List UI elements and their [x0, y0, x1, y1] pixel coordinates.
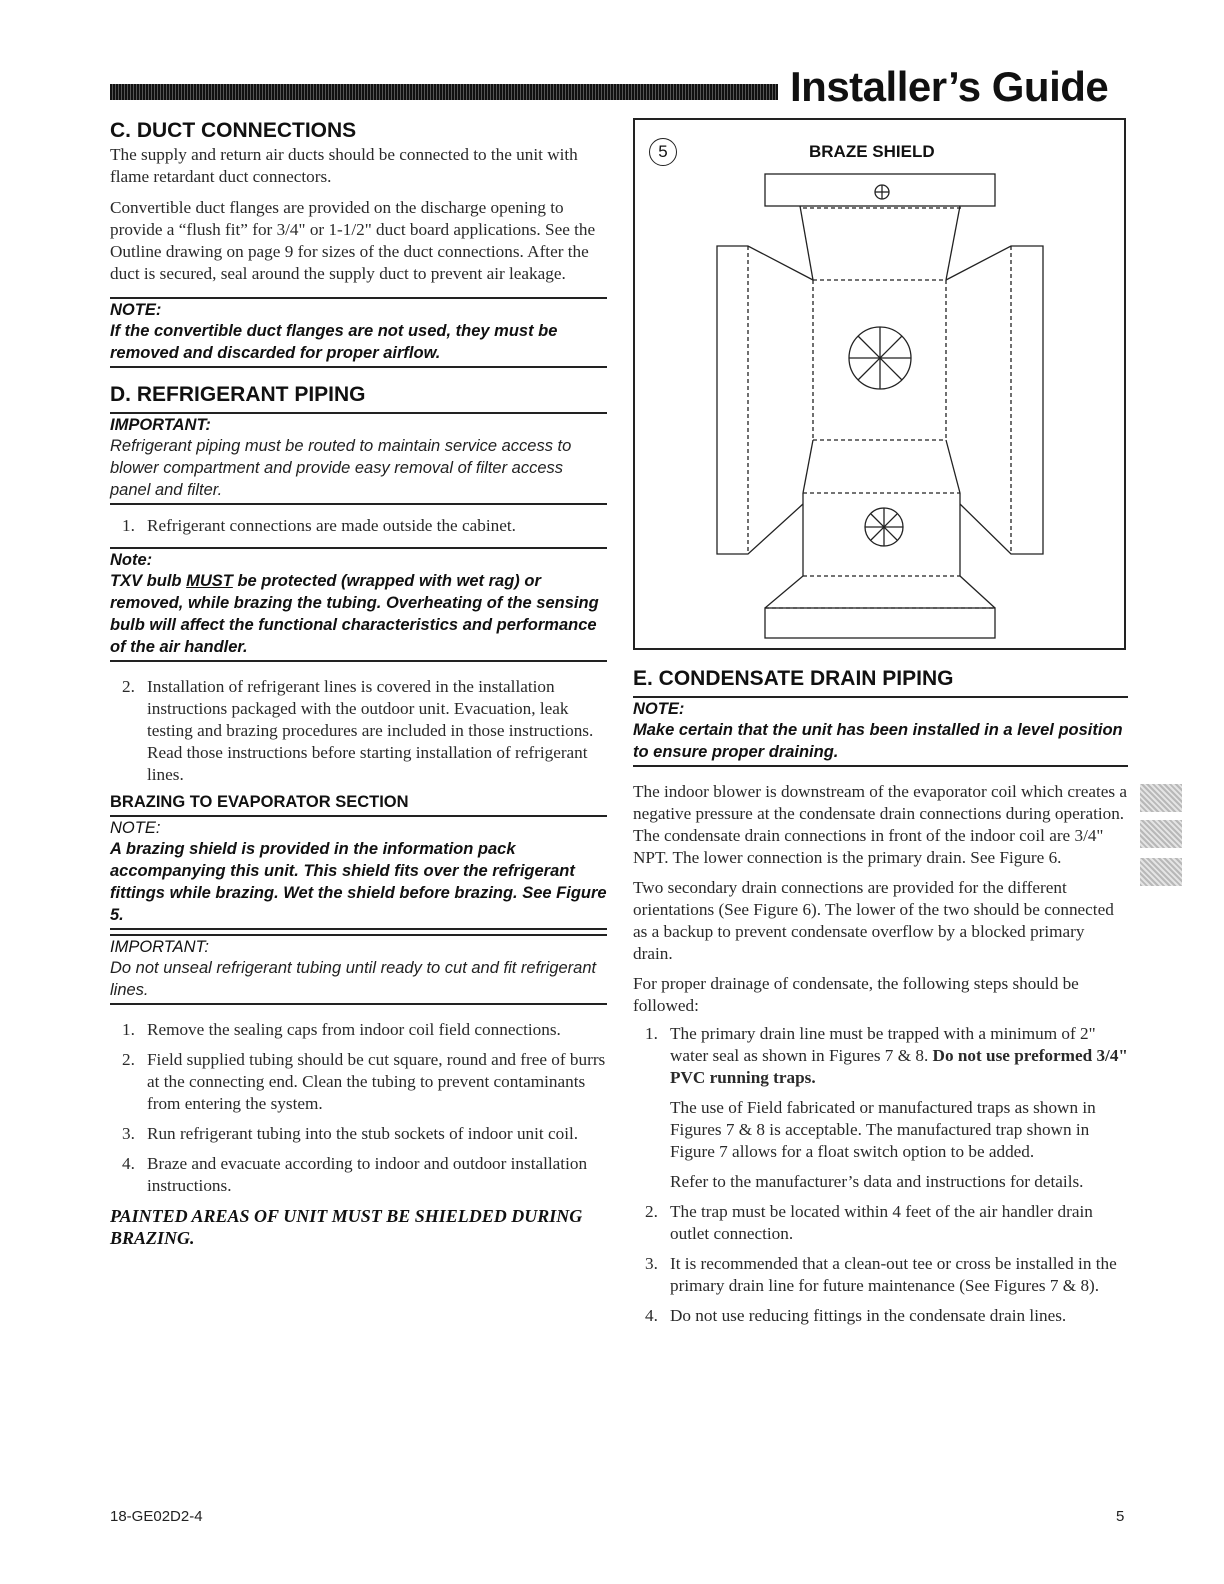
- figure-title: BRAZE SHIELD: [809, 142, 935, 161]
- side-tab-2: [1140, 820, 1182, 848]
- duct-note-label: NOTE:: [110, 301, 162, 319]
- page-number: 5: [1116, 1508, 1125, 1525]
- condensate-heading: E. CONDENSATE DRAIN PIPING: [633, 667, 954, 690]
- brazing-steps: [110, 1019, 607, 1197]
- left-column: [110, 118, 607, 1249]
- list-item: 4. Braze and evacuate according to indoor and outdoor installation instructions.: [122, 1154, 588, 1195]
- condensate-note: [633, 696, 1128, 767]
- side-tab-3: [1140, 858, 1182, 886]
- list-item: 3. It is recommended that a clean-out tee or cross be installed in the primary drain line for future maintenance (See Figures 7 & 8).: [645, 1254, 1117, 1295]
- list-item: 2. Installation of refrigerant lines is covered in the installation instructions packaged with the outdoor unit. Evacuation, leak testing and brazing procedures are included in those instructions. Read those instructions before starting installation of refrigerant lines.: [122, 677, 594, 784]
- brazing-note-text: A brazing shield is provided in the information pack accompanying this unit. This shield fits over the refrigerant fittings while brazing. Wet the shield before brazing. See Figure 5.: [110, 840, 607, 924]
- brazing-important-text: Do not unseal refrigerant tubing until ready to cut and fit refrigerant lines.: [110, 959, 597, 999]
- figure-number: 5: [649, 138, 677, 166]
- condensate-note-text: Make certain that the unit has been installed in a level position to ensure proper draining.: [633, 721, 1123, 761]
- braze-shield-drawing: [635, 120, 1124, 648]
- top-flap: [765, 174, 995, 206]
- txv-note-label: Note:: [110, 551, 153, 569]
- condensate-paragraph-2: Two secondary drain connections are provided for the different orientations (See Figure 6). The lower of the two should be connected as a backup to prevent condensate overflow by a blocked primary drain.: [633, 878, 1114, 963]
- header-rule: [110, 84, 778, 100]
- txv-note: [110, 547, 607, 662]
- duct-paragraph-2: Convertible duct flanges are provided on the discharge opening to provide a “flush fit” for 3/4" or 1-1/2" duct board applications. See the Outline drawing on page 9 for sizes of the duct connections. After the duct is secured, seal around the supply duct to prevent air leakage.: [110, 198, 596, 283]
- side-tab-1: [1140, 784, 1182, 812]
- condensate-note-label: NOTE:: [633, 700, 685, 718]
- refrig-list-1: [110, 515, 607, 537]
- list-item: 2. The trap must be located within 4 feet of the air handler drain outlet connection.: [645, 1202, 1093, 1243]
- duct-note: [110, 297, 607, 368]
- brazing-note-label: NOTE:: [110, 819, 161, 837]
- list-item: 2. Field supplied tubing should be cut square, round and free of burrs at the connecting end. Clean the tubing to prevent contaminants from entering the system.: [122, 1050, 606, 1113]
- txv-note-text: TXV bulb MUST be protected (wrapped with wet rag) or removed, while brazing the tubing. Overheating of the sensing bulb will affect the functional characteristics and performance of the air handler.: [110, 572, 599, 656]
- condensate-paragraph-3: For proper drainage of condensate, the following steps should be followed:: [633, 974, 1079, 1015]
- brazing-important: [110, 934, 607, 1005]
- brazing-warning: PAINTED AREAS OF UNIT MUST BE SHIELDED DURING BRAZING.: [110, 1206, 583, 1248]
- condensate-steps: [633, 1023, 1128, 1327]
- duct-note-text: If the convertible duct flanges are not used, they must be removed and discarded for proper airflow.: [110, 322, 558, 362]
- list-item: 1. Refrigerant connections are made outside the cabinet.: [122, 516, 516, 535]
- brazing-note: [110, 815, 607, 930]
- brazing-subheading: BRAZING TO EVAPORATOR SECTION: [110, 793, 409, 811]
- list-item: 4. Do not use reducing fittings in the condensate drain lines.: [645, 1306, 1067, 1325]
- step1-paragraph-2: The use of Field fabricated or manufactured traps as shown in Figures 7 & 8 is acceptable. The manufactured trap shown in Figure 7 allows for a float switch option to be added.: [670, 1098, 1096, 1161]
- step1-paragraph-3: Refer to the manufacturer’s data and instructions for details.: [670, 1172, 1084, 1191]
- page-title: Installer’s Guide: [790, 63, 1109, 110]
- refrig-important: [110, 412, 607, 505]
- refrig-list-2: [110, 676, 607, 786]
- list-item: 1. The primary drain line must be trapped with a minimum of 2" water seal as shown in Figures 7 & 8. Do not use preformed 3/4" PVC running traps. The use of Field fabricated or manufactured traps as shown in Figures 7 & 8 is acceptable. The manufactured trap shown in Figure 7 allows for a float switch option to be added. Refer to the manufacturer’s data and instructions for details.: [645, 1024, 1128, 1191]
- refrig-heading: D. REFRIGERANT PIPING: [110, 383, 366, 406]
- figure-braze-shield: [633, 118, 1126, 650]
- condensate-paragraph-1: The indoor blower is downstream of the evaporator coil which creates a negative pressure at the condensate drain connections during operation. The condensate drain connections in front of the indoor coil are 3/4" NPT. The lower connection is the primary drain. See Figure 6.: [633, 782, 1127, 867]
- right-column: [633, 666, 1128, 1327]
- document-number: 18-GE02D2-4: [110, 1508, 203, 1525]
- duct-heading: C. DUCT CONNECTIONS: [110, 119, 357, 142]
- brazing-important-label: IMPORTANT:: [110, 938, 209, 956]
- bottom-flap: [765, 608, 995, 638]
- list-item: 3. Run refrigerant tubing into the stub sockets of indoor unit coil.: [122, 1124, 579, 1143]
- duct-paragraph-1: The supply and return air ducts should be connected to the unit with flame retardant duct connectors.: [110, 145, 578, 186]
- refrig-important-text: Refrigerant piping must be routed to maintain service access to blower compartment and provide easy removal of filter access panel and filter.: [110, 437, 572, 499]
- list-item: 1. Remove the sealing caps from indoor coil field connections.: [122, 1020, 561, 1039]
- refrig-important-label: IMPORTANT:: [110, 416, 211, 434]
